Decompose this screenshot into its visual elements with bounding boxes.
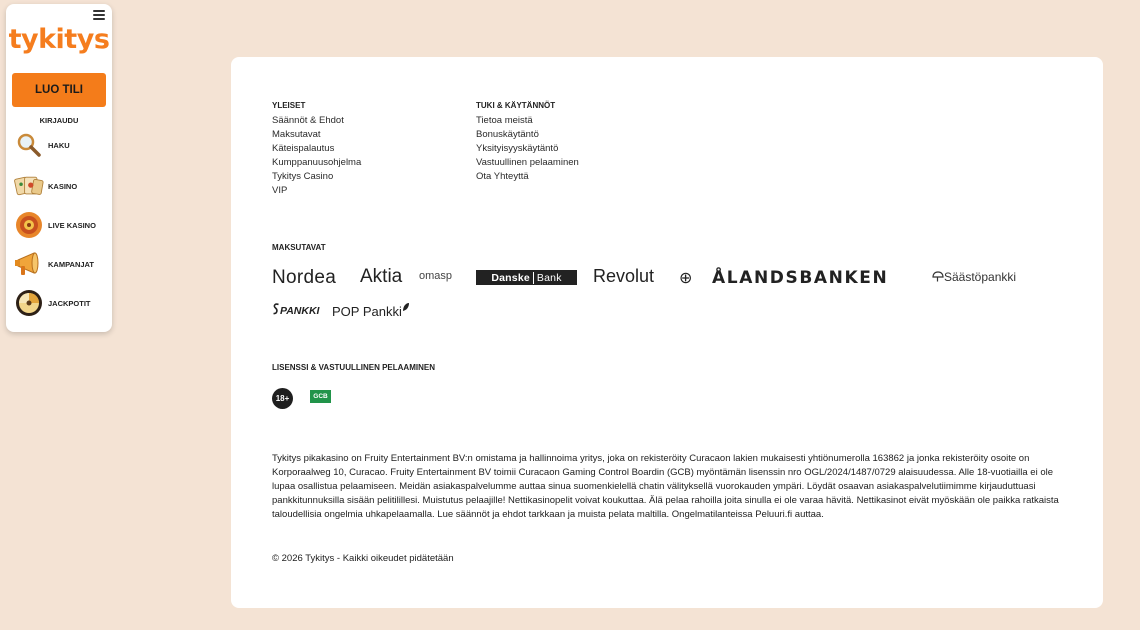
general-links: [272, 114, 361, 198]
copyright-text: © 2026 Tykitys - Kaikki oikeudet pidätetään: [272, 553, 454, 564]
footer-link[interactable]: Säännöt & Ehdot: [272, 115, 344, 126]
magnifier-icon: [14, 130, 44, 160]
alandsbanken-logo: ÅLANDSBANKEN: [712, 268, 889, 288]
gcb-license-badge[interactable]: GCB: [310, 390, 331, 403]
sidebar-item-label: JACKPOTIT: [48, 298, 91, 308]
footer-link[interactable]: VIP: [272, 185, 288, 196]
brand-logo[interactable]: tykitys: [8, 24, 110, 55]
sidebar-item-kasino[interactable]: [14, 171, 110, 201]
sidebar-item-jackpotit[interactable]: [14, 288, 110, 318]
nordea-logo: Nordea: [272, 267, 337, 288]
bank-logo-text: POP Pankki: [332, 304, 402, 319]
s-pankki-logo: [272, 303, 319, 317]
sidebar-item-label: KASINO: [48, 181, 78, 191]
saastopankki-leaf-icon: [932, 271, 944, 282]
footer-link[interactable]: Vastuullinen pelaaminen: [476, 157, 579, 168]
legal-disclaimer: Tykitys pikakasino on Fruity Entertainment BV:n omistama ja hallinnoima yritys, joka on rekisteröity Curacaon lakien mukaisesti yhtiönumerolla 163862 ja jonka rekisteröity osoite on Korporaalweg 10, Curacao. Fruity Entertainment BV toimii Curacaon Gaming Control Boardin (GCB) myöntämän lisenssin nro OGL/2024/1487/0729 alaisuudessa. Alle 18-vuotiailla ei ole lupaa osallistua pelaamiseen. Meidän asiakaspalvelumme auttaa sinua suomenkielellä chatin välityksellä vuorokauden ympäri. Löydät osaavan asiakaspalvelutiimimme kirjauduttuasi pankkitunnuksilla sisään pelitilillesi. Muistutus pelaajille! Nettikasinopelit voivat koukuttaa. Älä pelaa rahoilla joita sinulla ei ole varaa hävitä. Nettikasinot eivät myöskään ole paikka ratkaista taloudellisia ongelmia uhkapelaamalla. Lue säännöt ja ehdot tarkkaan ja muista pelata maltilla. Ongelmatilanteissa Peluuri.fi auttaa.: [272, 453, 1059, 520]
megaphone-icon: [14, 249, 44, 279]
footer-link[interactable]: Maksutavat: [272, 129, 321, 140]
pop-leaf-icon: [402, 302, 410, 312]
saastopankki-logo: [932, 270, 1016, 284]
roulette-icon: [14, 210, 44, 240]
support-column-title: TUKI & KÄYTÄNNÖT: [476, 101, 556, 110]
footer-link[interactable]: Ota Yhteyttä: [476, 171, 529, 182]
danske-logo-text: Danske: [491, 271, 530, 284]
payment-methods-title: MAKSUTAVAT: [272, 243, 326, 252]
omasp-logo: omasp: [419, 270, 453, 282]
footer-link[interactable]: Tykitys Casino: [272, 171, 334, 182]
slot-machine-icon: [14, 171, 44, 201]
footer-link[interactable]: Bonuskäytäntö: [476, 129, 539, 140]
pop-bank-icon: ⊕: [679, 270, 693, 287]
license-title: LISENSSI & VASTUULLINEN PELAAMINEN: [272, 363, 435, 372]
bank-logo-text: PANKKI: [280, 305, 320, 317]
footer-link[interactable]: Käteispalautus: [272, 143, 335, 154]
footer-link[interactable]: Yksityisyyskäytäntö: [476, 143, 559, 154]
pop-pankki-logo: [332, 302, 410, 319]
footer-link[interactable]: Kumppanuusohjelma: [272, 157, 362, 168]
s-pankki-mark-icon: [272, 303, 280, 315]
age-18-badge: 18+: [272, 388, 293, 409]
support-links: [476, 114, 579, 184]
revolut-logo: Revolut: [593, 266, 655, 286]
hamburger-menu-icon[interactable]: [93, 10, 105, 20]
create-account-button[interactable]: LUO TILI: [12, 73, 106, 107]
login-link[interactable]: KIRJAUDU: [39, 116, 79, 125]
aktia-logo: Aktia: [360, 266, 403, 287]
bank-logo-text: Säästöpankki: [944, 270, 1017, 284]
bank-logo-text: Bank: [533, 272, 562, 284]
sidebar-item-live-kasino[interactable]: [14, 210, 110, 240]
footer-card: [231, 57, 1103, 608]
sidebar: [6, 4, 112, 332]
sidebar-item-label: LIVE KASINO: [48, 220, 96, 230]
sidebar-item-haku[interactable]: [14, 130, 110, 160]
sidebar-item-label: KAMPANJAT: [48, 259, 94, 269]
footer-link[interactable]: Tietoa meistä: [476, 115, 533, 126]
sidebar-item-kampanjat[interactable]: [14, 249, 110, 279]
danske-bank-logo: [476, 270, 577, 285]
general-column-title: YLEISET: [272, 101, 306, 110]
jackpot-wheel-icon: [14, 288, 44, 318]
sidebar-item-label: HAKU: [48, 140, 70, 150]
